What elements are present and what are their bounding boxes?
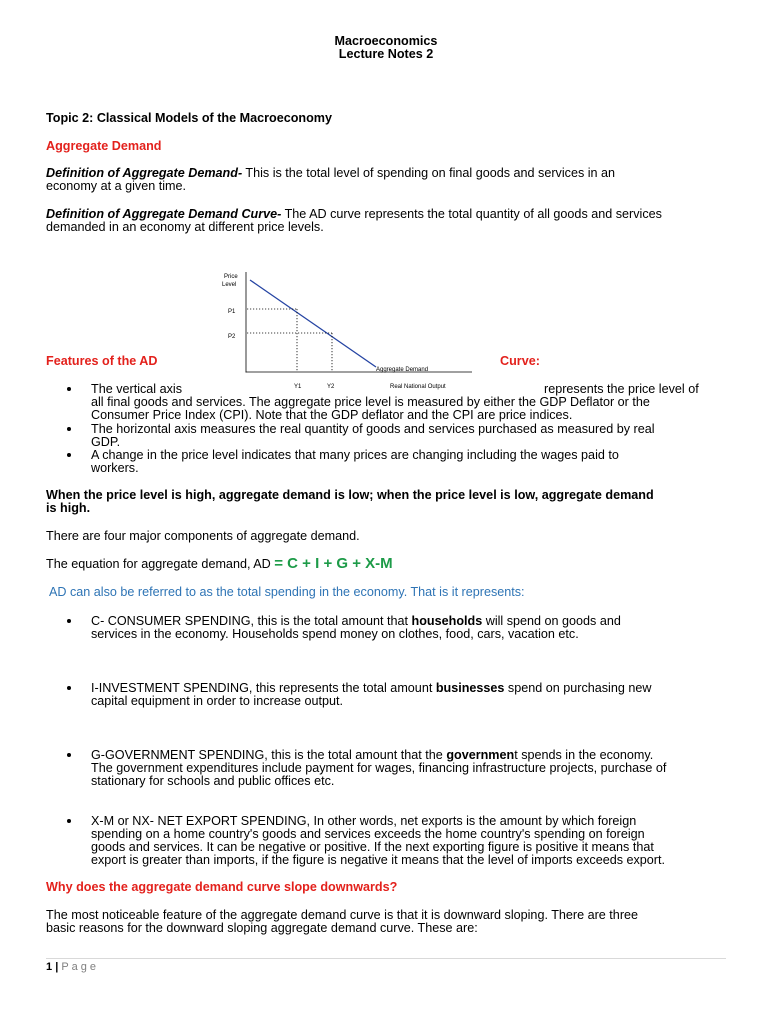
definition-text: This is the total level of spending on final goods and services in an <box>242 165 616 180</box>
list-item-emphasis: businesses <box>435 680 505 695</box>
list-item-line <box>91 682 651 695</box>
slope-heading: Why does the aggregate demand curve slope downwards? <box>46 879 398 894</box>
list-item <box>91 749 666 789</box>
paragraph-line: The most noticeable feature of the aggregate demand curve is that it is downward sloping. There are three <box>46 907 639 922</box>
footer-divider <box>46 958 726 959</box>
list-item-text: I-INVESTMENT SPENDING, this represents the total amount <box>91 680 436 695</box>
y1-label: Y1 <box>294 384 302 390</box>
definition-line <box>46 208 662 221</box>
definition-term: Definition of Aggregate Demand- <box>46 165 243 180</box>
list-item-line: A change in the price level indicates that many prices are changing including the wages paid to <box>91 447 619 462</box>
page-label: Page <box>61 961 100 973</box>
list-item <box>91 815 665 868</box>
page-footer <box>46 961 99 973</box>
bullet-dot <box>67 427 71 431</box>
list-item <box>91 449 619 475</box>
list-item-text: spend on purchasing new <box>504 680 652 695</box>
definition-term: Definition of Aggregate Demand Curve- <box>46 206 282 221</box>
list-item-line: The horizontal axis measures the real quantity of goods and services purchased as measured by real <box>91 421 655 436</box>
page-header <box>0 35 768 61</box>
statement-line: When the price level is high, aggregate demand is low; when the price level is low, aggregate demand <box>46 487 654 502</box>
list-item-line: Consumer Price Index (CPI). Note that the GDP deflator and the CPI are price indices. <box>91 407 573 422</box>
definition-aggregate-demand-curve <box>46 208 662 234</box>
list-item <box>91 682 651 708</box>
features-heading: Features of the AD <box>46 353 158 368</box>
list-item-line: spending on a home country's goods and services exceeds the home country's spending on foreign <box>91 826 645 841</box>
bullet-dot <box>67 819 71 823</box>
definition-aggregate-demand <box>46 167 615 193</box>
slope-paragraph <box>46 909 638 935</box>
definition-line <box>46 167 615 180</box>
list-item <box>91 423 655 449</box>
features-heading-continued: Curve: <box>500 353 540 368</box>
definition-text: The AD curve represents the total quantity of all goods and services <box>281 206 662 221</box>
page-number: 1 <box>46 961 53 973</box>
list-item-line <box>91 615 621 628</box>
document-subtitle: Lecture Notes 2 <box>338 47 434 62</box>
bullet-dot <box>67 686 71 690</box>
aggregate-demand-diagram <box>200 262 490 396</box>
list-item-line: goods and services. It can be negative or positive. If the next exporting figure is positive it means that <box>91 839 654 854</box>
list-item-line: capital equipment in order to increase output. <box>91 693 344 708</box>
equation-formula: = C + I + G + X-M <box>274 554 393 572</box>
list-item <box>91 381 699 423</box>
list-item-text-right: represents the price level of <box>544 381 699 396</box>
list-item-text-left: The vertical axis <box>91 381 182 396</box>
bullet-dot <box>67 619 71 623</box>
definition-line: economy at a given time. <box>46 178 187 193</box>
list-item-line: X-M or NX- NET EXPORT SPENDING, In other words, net exports is the amount by which foreign <box>91 813 637 828</box>
footer-separator: | <box>55 961 59 973</box>
x-axis-label: Real National Output <box>390 384 446 390</box>
list-item-text: C- CONSUMER SPENDING, this is the total amount that <box>91 613 412 628</box>
paragraph-line: basic reasons for the downward sloping aggregate demand curve. These are: <box>46 920 478 935</box>
list-item-line: all final goods and services. The aggregate price level is measured by either the GDP Deflator or the <box>91 394 650 409</box>
list-item-line: services in the economy. Households spend money on clothes, food, cars, vacation etc. <box>91 626 579 641</box>
list-item-line: The government expenditures include payment for wages, financing infrastructure projects, purchase of <box>91 760 667 775</box>
aggregate-demand-curve <box>250 280 376 367</box>
list-item-line: GDP. <box>91 434 121 449</box>
list-item-line: export is greater than imports, if the figure is negative it means that the level of imports exceeds export. <box>91 853 665 868</box>
list-item-line: workers. <box>91 460 139 475</box>
list-item-text: t spends in the economy. <box>514 747 654 762</box>
list-item-text: will spend on goods and <box>482 613 621 628</box>
bullet-dot <box>67 387 71 391</box>
p1-label: P1 <box>228 309 236 315</box>
price-level-statement <box>46 489 654 515</box>
list-item <box>91 615 621 641</box>
aggregate-demand-heading: Aggregate Demand <box>46 138 162 153</box>
ad-equation <box>46 556 393 572</box>
list-item-emphasis: governmen <box>446 747 515 762</box>
y-axis-label-price: Price <box>224 274 238 280</box>
components-intro: There are four major components of aggregate demand. <box>46 528 360 543</box>
definition-line: demanded in an economy at different price levels. <box>46 219 324 234</box>
y2-label: Y2 <box>327 384 335 390</box>
statement-line: is high. <box>46 500 91 515</box>
equation-prefix: The equation for aggregate demand, AD <box>46 556 275 571</box>
list-item-line <box>91 381 699 396</box>
p2-label: P2 <box>228 334 236 340</box>
list-item-text: G-GOVERNMENT SPENDING, this is the total amount that the <box>91 747 447 762</box>
bullet-dot <box>67 753 71 757</box>
total-spending-note: AD can also be referred to as the total spending in the economy. That is it represents: <box>49 584 525 599</box>
curve-label: Aggregate Demand <box>376 367 429 373</box>
bullet-dot <box>67 453 71 457</box>
y-axis-label-level: Level <box>222 282 237 288</box>
list-item-line: stationary for schools and public offices etc. <box>91 773 335 788</box>
topic-heading: Topic 2: Classical Models of the Macroeconomy <box>46 111 332 125</box>
list-item-emphasis: households <box>411 613 483 628</box>
document-title: Macroeconomics <box>334 34 438 48</box>
list-item-line <box>91 749 666 762</box>
